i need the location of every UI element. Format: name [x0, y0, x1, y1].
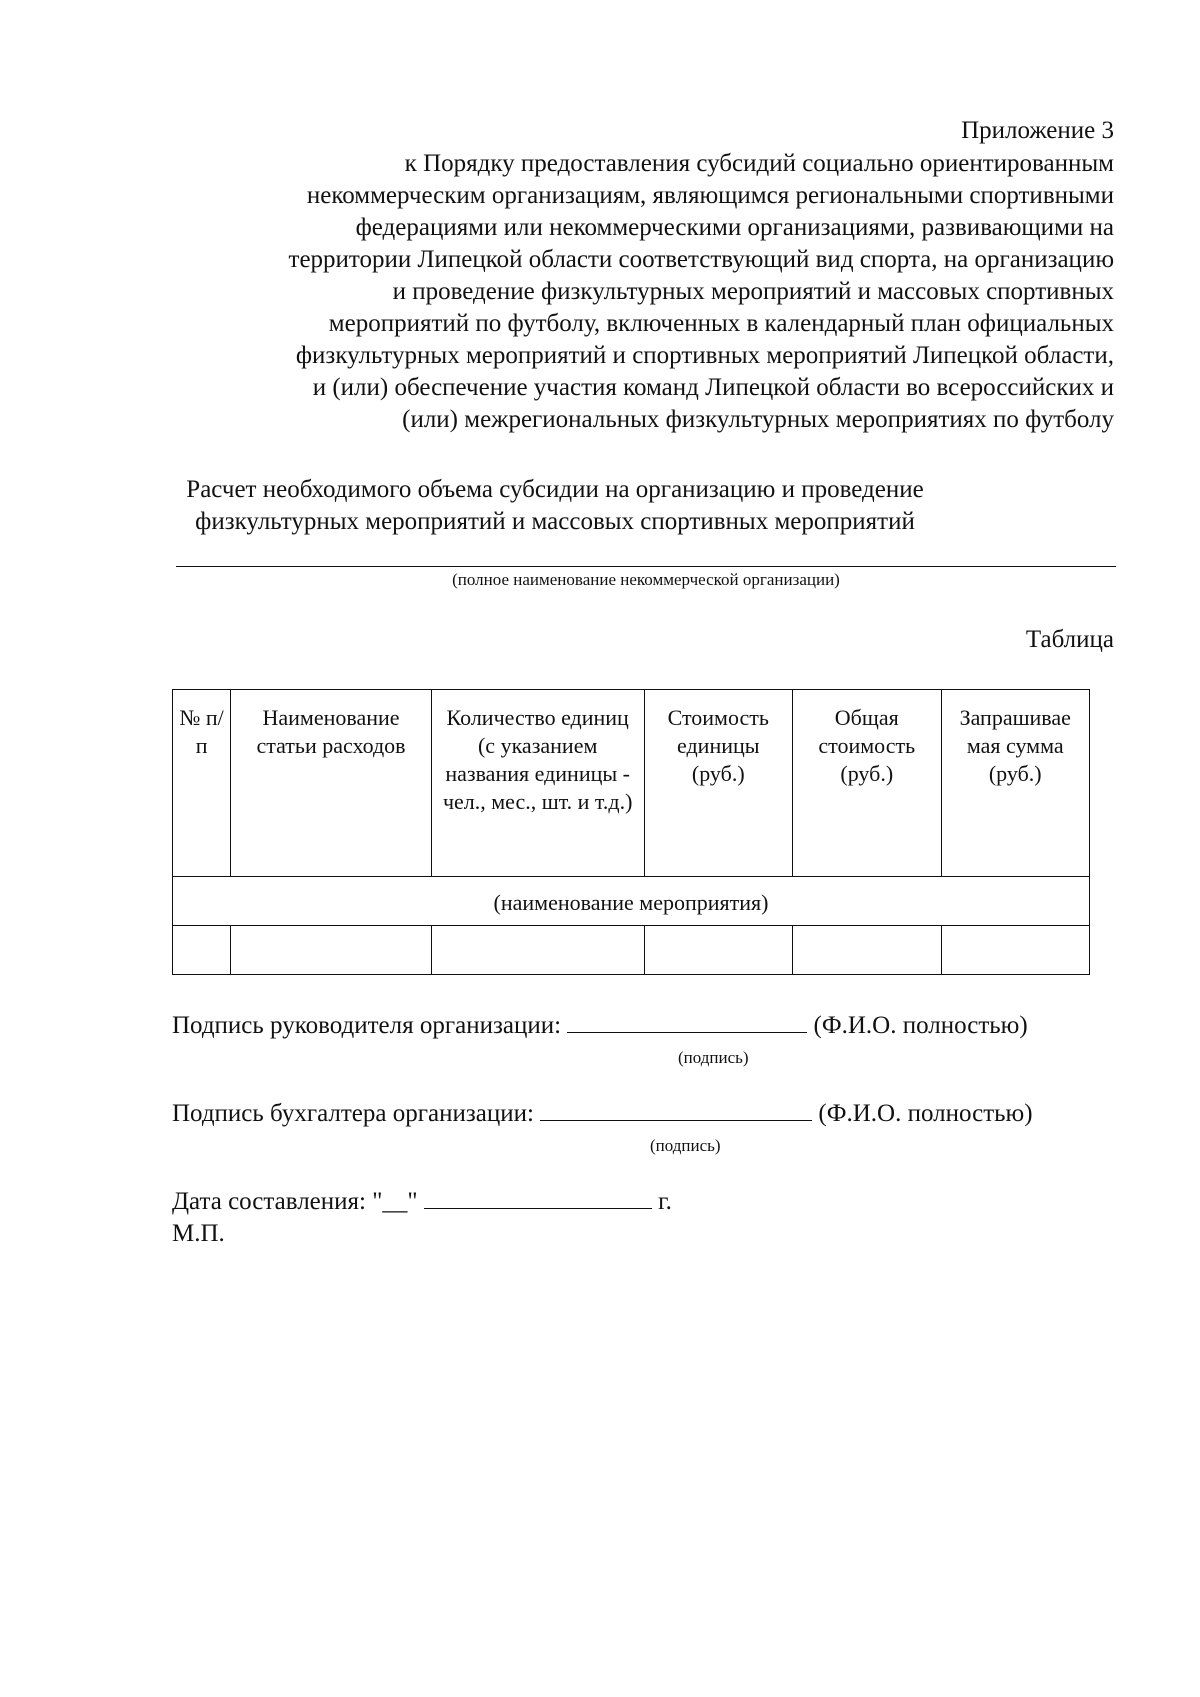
table-row [173, 926, 1090, 975]
expenses-table [172, 689, 1090, 975]
header-number: № п/п [173, 690, 231, 877]
header-unit-cost: Стоимость единицы (руб.) [644, 690, 792, 877]
appendix-line: к Порядку предоставления субсидий социально ориентированным [404, 150, 1114, 177]
event-name-cell[interactable]: (наименование мероприятия) [173, 877, 1090, 926]
date-label: Дата составления: "__" [172, 1188, 418, 1215]
table-cell[interactable] [431, 926, 644, 975]
stamp-place: М.П. [172, 1220, 225, 1247]
appendix-line: мероприятий по футболу, включенных в календарный план официальных [328, 310, 1114, 337]
date-suffix: г. [658, 1188, 672, 1215]
head-signature-line[interactable] [567, 1032, 807, 1033]
table-header-row [173, 690, 1090, 877]
date-row [172, 1188, 672, 1216]
table-cell[interactable] [644, 926, 792, 975]
header-total-cost: Общая стоимость (руб.) [793, 690, 941, 877]
table-cell[interactable] [173, 926, 231, 975]
accountant-signature-label: Подпись бухгалтера организации: [172, 1100, 534, 1127]
document-title-line: Расчет необходимого объема субсидии на организацию и проведение [186, 476, 924, 503]
accountant-signature-suffix: (Ф.И.О. полностью) [818, 1100, 1033, 1127]
appendix-title: Приложение 3 [961, 117, 1114, 144]
head-signature-row [172, 1012, 1028, 1040]
accountant-signature-line[interactable] [540, 1120, 812, 1121]
appendix-line: и (или) обеспечение участия команд Липецкой области во всероссийских и [312, 374, 1114, 401]
accountant-signature-caption: (подпись) [650, 1136, 721, 1155]
accountant-signature-row [172, 1100, 1033, 1128]
header-expense-item: Наименование статьи расходов [231, 690, 432, 877]
appendix-line: территории Липецкой области соответствующий вид спорта, на организацию [288, 246, 1114, 273]
organization-name-line[interactable] [176, 566, 1116, 567]
head-signature-label: Подпись руководителя организации: [172, 1012, 562, 1039]
organization-name-caption: (полное наименование некоммерческой организации) [452, 570, 840, 589]
appendix-line: федерациями или некоммерческими организациями, развивающими на [355, 214, 1114, 241]
table-cell[interactable] [231, 926, 432, 975]
appendix-description [154, 148, 1114, 436]
table-label: Таблица [1025, 626, 1114, 653]
head-signature-suffix: (Ф.И.О. полностью) [813, 1012, 1028, 1039]
event-name-row [173, 877, 1090, 926]
appendix-line: (или) межрегиональных физкультурных мероприятиях по футболу [402, 406, 1114, 433]
document-title-line: физкультурных мероприятий и массовых спортивных мероприятий [195, 508, 915, 535]
head-signature-caption: (подпись) [678, 1048, 749, 1067]
table-cell[interactable] [793, 926, 941, 975]
appendix-line: некоммерческим организациям, являющимся региональными спортивными [306, 182, 1114, 209]
header-quantity: Количество единиц (с указанием названия единицы - чел., мес., шт. и т.д.) [431, 690, 644, 877]
header-requested-amount: Запрашивае мая сумма (руб.) [941, 690, 1090, 877]
date-line[interactable] [424, 1208, 652, 1209]
document-title [0, 474, 1200, 538]
appendix-line: и проведение физкультурных мероприятий и массовых спортивных [392, 278, 1114, 305]
table-cell[interactable] [941, 926, 1090, 975]
appendix-line: физкультурных мероприятий и спортивных мероприятий Липецкой области, [295, 342, 1114, 369]
